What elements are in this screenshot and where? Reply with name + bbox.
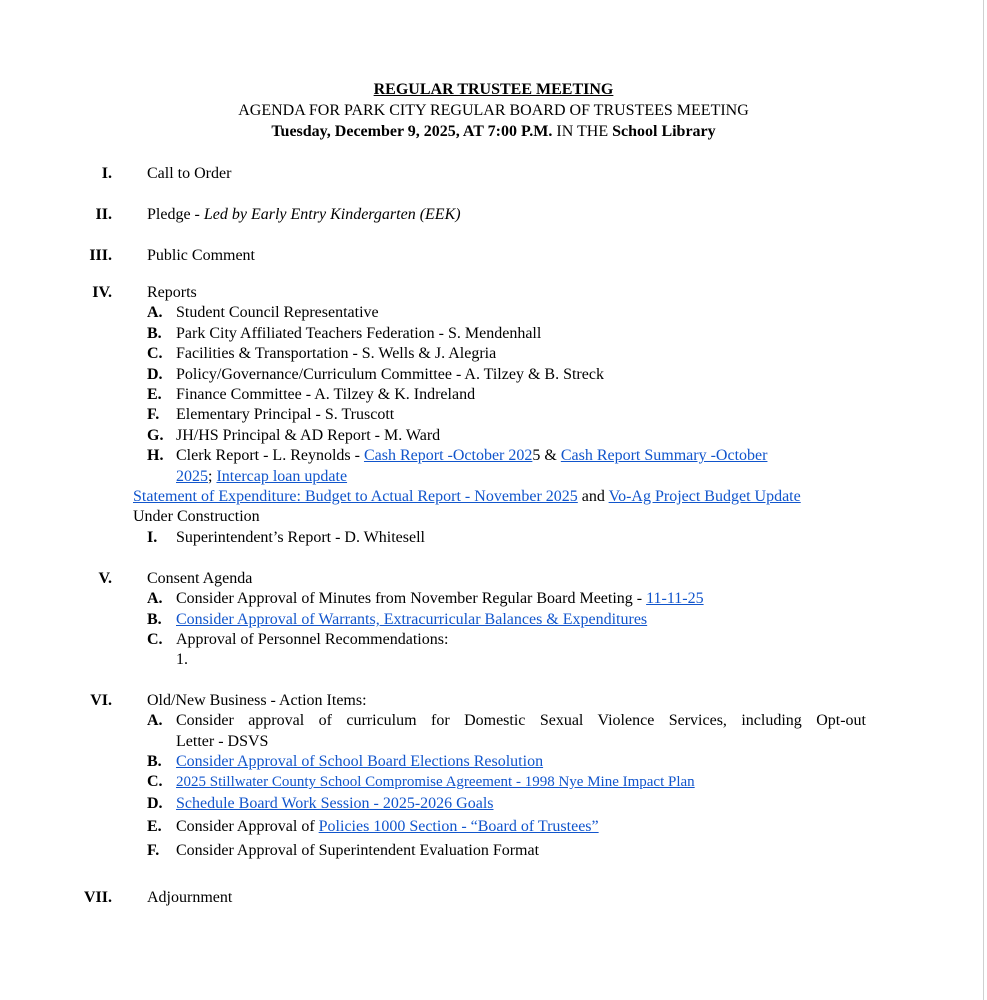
document-link[interactable]: 2025 Stillwater County School Compromise Agreement - 1998 Nye Mine Impact Plan: [176, 774, 695, 790]
item-letter: D.: [147, 795, 163, 812]
agenda-item: [176, 752, 543, 772]
agenda-item: [176, 467, 347, 487]
item-letter: A.: [147, 712, 163, 729]
text-segment: ;: [208, 468, 217, 485]
agenda-item: [176, 794, 494, 814]
agenda-item: [176, 446, 767, 466]
item-letter: C.: [147, 345, 163, 362]
text-segment: Reports: [147, 284, 197, 301]
agenda-section: [147, 246, 255, 266]
section-numeral: IV.: [92, 284, 112, 301]
text-segment: Superintendent’s Report - D. Whitesell: [176, 529, 425, 546]
text-segment: Old/New Business - Action Items:: [147, 692, 367, 709]
document-link[interactable]: Vo-Ag Project Budget Update: [608, 488, 801, 505]
text-segment: Consider approval of curriculum for Domestic Sexual Violence Services, including Opt-out: [176, 712, 866, 729]
text-segment: Policy/Governance/Curriculum Committee - A. Tilzey & B. Streck: [176, 366, 604, 383]
agenda-item: [176, 711, 866, 731]
text-segment: Park City Affiliated Teachers Federation - S. Mendenhall: [176, 325, 542, 342]
text-segment: JH/HS Principal & AD Report - M. Ward: [176, 427, 441, 444]
document-link[interactable]: Policies 1000 Section - “Board of Trustees”: [318, 818, 599, 835]
item-letter: F.: [147, 406, 160, 423]
document-link[interactable]: Schedule Board Work Session - 2025-2026 Goals: [176, 795, 494, 812]
agenda-item: [176, 426, 440, 446]
item-letter: E.: [147, 386, 162, 403]
item-letter: C.: [147, 773, 163, 790]
text-segment: Led by Early Entry Kindergarten (EEK): [203, 206, 461, 223]
text-segment: Under Construction: [133, 508, 260, 525]
agenda-item: [133, 487, 801, 507]
item-letter: I.: [147, 529, 158, 546]
section-numeral: VI.: [90, 692, 112, 709]
item-letter: A.: [147, 590, 163, 607]
agenda-section: [147, 283, 197, 303]
section-numeral: VII.: [83, 889, 112, 906]
agenda-section: [147, 569, 252, 589]
text-segment: Elementary Principal - S. Truscott: [176, 406, 395, 423]
agenda-item: [176, 772, 695, 792]
text-segment: Clerk Report - L. Reynolds -: [176, 447, 364, 464]
text-segment: Approval of Personnel Recommendations:: [176, 631, 449, 648]
document-link[interactable]: Consider Approval of Warrants, Extracurricular Balances & Expenditures: [176, 611, 648, 628]
document-link[interactable]: Consider Approval of School Board Elections Resolution: [176, 753, 544, 770]
agenda-item: [176, 610, 647, 630]
document-link[interactable]: Intercap loan update: [216, 468, 348, 485]
text-segment: 5 &: [532, 447, 561, 464]
section-numeral: I.: [101, 165, 112, 182]
agenda-section: [147, 205, 461, 225]
text-segment: and: [577, 488, 609, 505]
item-letter: G.: [147, 427, 164, 444]
document-link[interactable]: 2025: [176, 468, 208, 485]
item-letter: E.: [147, 818, 162, 835]
agenda-section: [147, 888, 232, 908]
text-segment: School Library: [612, 123, 716, 140]
text-segment: Pledge -: [147, 206, 204, 223]
section-numeral: II.: [95, 206, 112, 223]
agenda-section: [147, 691, 367, 711]
text-segment: Consider Approval of: [176, 818, 319, 835]
text-segment: Facilities & Transportation - S. Wells & J. Alegria: [176, 345, 497, 362]
text-segment: Letter - DSVS: [176, 733, 269, 750]
item-letter: A.: [147, 304, 163, 321]
item-letter: C.: [147, 631, 163, 648]
item-letter: B.: [147, 611, 162, 628]
agenda-item: [176, 365, 604, 385]
item-letter: D.: [147, 366, 163, 383]
text-segment: Student Council Representative: [176, 304, 379, 321]
text-segment: IN THE: [552, 123, 613, 140]
agenda-item: [176, 385, 475, 405]
page-edge-divider: [983, 0, 984, 1000]
agenda-item: [176, 303, 379, 323]
agenda-item: [176, 405, 394, 425]
agenda-item: [176, 630, 448, 650]
item-letter: H.: [147, 447, 164, 464]
text-segment: Adjournment: [147, 889, 233, 906]
document-link[interactable]: Cash Report -October 202: [363, 447, 533, 464]
agenda-item: [176, 589, 704, 609]
agenda-item: [176, 841, 539, 861]
agenda-item: [176, 528, 425, 548]
item-letter: F.: [147, 842, 160, 859]
document-title: REGULAR TRUSTEE MEETING: [373, 81, 614, 98]
document-link[interactable]: 11-11-25: [646, 590, 704, 607]
text-segment: 1.: [176, 651, 188, 668]
text-segment: Consider Approval of Minutes from November Regular Board Meeting -: [176, 590, 647, 607]
agenda-item: [176, 650, 188, 670]
text-segment: Tuesday, December 9, 2025, AT 7:00 P.M.: [271, 123, 553, 140]
document-subtitle: AGENDA FOR PARK CITY REGULAR BOARD OF TRUSTEES MEETING: [238, 102, 749, 119]
text-segment: Consent Agenda: [147, 570, 253, 587]
agenda-section: [147, 164, 231, 184]
meeting-date-line: [0, 122, 987, 142]
text-segment: Consider Approval of Superintendent Evaluation Format: [176, 842, 540, 859]
agenda-item: [176, 324, 541, 344]
document-link[interactable]: Statement of Expenditure: Budget to Actual Report - November 2025: [133, 488, 578, 505]
section-numeral: V.: [98, 570, 112, 587]
text-segment: Finance Committee - A. Tilzey & K. Indreland: [176, 386, 476, 403]
agenda-item: [176, 817, 599, 837]
text-segment: Public Comment: [147, 247, 255, 264]
agenda-item: [176, 344, 496, 364]
document-link[interactable]: Cash Report Summary -October: [560, 447, 768, 464]
text-segment: Call to Order: [147, 165, 232, 182]
item-letter: B.: [147, 753, 162, 770]
item-letter: B.: [147, 325, 162, 342]
agenda-item: [133, 507, 260, 527]
agenda-item: [176, 732, 268, 752]
section-numeral: III.: [89, 247, 112, 264]
